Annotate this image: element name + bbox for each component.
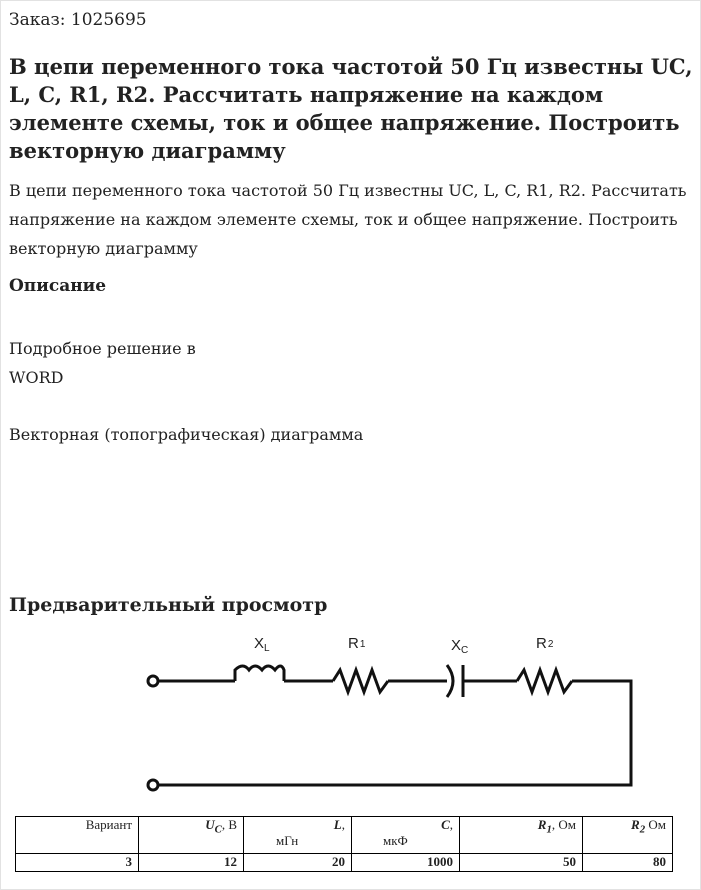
table-header-cell: Вариант — [16, 817, 139, 854]
label-r1: R1 — [348, 635, 366, 652]
resistor-r1-icon — [333, 670, 388, 692]
page-title: В цепи переменного тока частотой 50 Гц известны UC, L, C, R1, R2. Рассчитать напряжение на каждом элементе схемы, ток и общее напряжение. Построить векторную диаграмму — [9, 54, 693, 163]
terminal-top-icon — [148, 676, 158, 686]
table-header-cell: $R_2$ Ом — [583, 817, 673, 854]
table-cell: 80 — [583, 854, 673, 872]
description-line: WORD — [9, 368, 64, 387]
table-cell: 50 — [460, 854, 583, 872]
label-r2: R2 — [536, 635, 554, 652]
table-header-cell: $R_1$, Ом — [460, 817, 583, 854]
task-description: В цепи переменного тока частотой 50 Гц известны UC, L, C, R1, R2. Рассчитать напряжение на каждом элементе схемы, ток и общее напряжение. Построить векторную диаграмму — [9, 181, 687, 258]
parameters-table — [15, 816, 673, 872]
terminal-bottom-icon — [148, 780, 158, 790]
table-cell: 3 — [16, 854, 139, 872]
table-cell: 1000 — [352, 854, 460, 872]
table-header-row — [16, 817, 673, 854]
table-header-cell: C, мкФ — [352, 817, 460, 854]
inductor-icon — [235, 666, 284, 681]
table-header-cell: $U_C$, В — [139, 817, 244, 854]
table-header-cell: L, мГн — [244, 817, 352, 854]
order-number: Заказ: 1025695 — [9, 10, 147, 30]
description-line: Подробное решение в — [9, 339, 196, 358]
label-xl: $X_L$ — [254, 635, 270, 654]
description-heading: Описание — [9, 276, 107, 296]
resistor-r2-icon — [517, 670, 572, 692]
description-line: Векторная (топографическая) диаграмма — [9, 425, 364, 444]
table-cell: 20 — [244, 854, 352, 872]
label-xc: $X_C$ — [451, 637, 469, 656]
table-cell: 12 — [139, 854, 244, 872]
table-row — [16, 854, 673, 872]
circuit-diagram — [0, 620, 701, 810]
capacitor-curved-plate-icon — [447, 665, 453, 697]
preview-heading: Предварительный просмотр — [9, 594, 328, 616]
